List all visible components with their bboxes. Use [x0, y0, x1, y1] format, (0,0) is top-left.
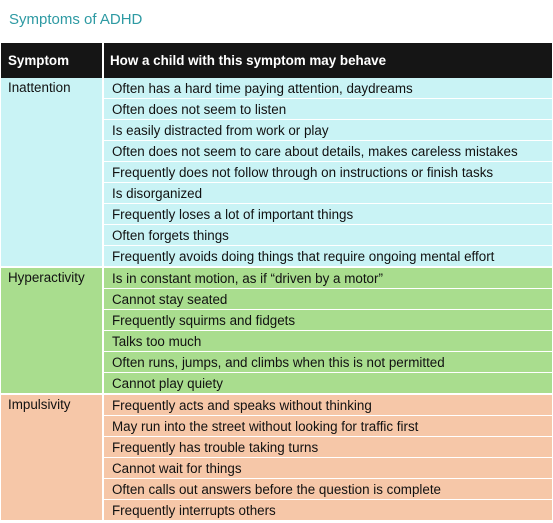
behavior-cell: Often forgets things — [103, 225, 552, 246]
behavior-cell: Often runs, jumps, and climbs when this is not permitted — [103, 352, 552, 373]
table-row — [1, 78, 552, 99]
behavior-cell: Frequently does not follow through on instructions or finish tasks — [103, 162, 552, 183]
behavior-cell: Cannot stay seated — [103, 289, 552, 310]
behavior-cell: Is disorganized — [103, 183, 552, 204]
behavior-cell: Frequently interrupts others — [103, 500, 552, 522]
behavior-cell: Talks too much — [103, 331, 552, 352]
behavior-cell: Frequently has trouble taking turns — [103, 437, 552, 458]
header-behavior: How a child with this symptom may behave — [103, 43, 552, 78]
behavior-cell: Frequently squirms and fidgets — [103, 310, 552, 331]
behavior-cell: Is easily distracted from work or play — [103, 120, 552, 141]
behavior-cell: Often does not seem to care about details, makes careless mistakes — [103, 141, 552, 162]
behavior-cell: Frequently loses a lot of important things — [103, 204, 552, 225]
symptoms-table — [1, 43, 552, 522]
behavior-cell: Often has a hard time paying attention, daydreams — [103, 78, 552, 99]
table-row — [1, 394, 552, 416]
behavior-cell: Often does not seem to listen — [103, 99, 552, 120]
behavior-cell: May run into the street without looking for traffic first — [103, 416, 552, 437]
behavior-cell: Often calls out answers before the question is complete — [103, 479, 552, 500]
symptom-impulsivity: Impulsivity — [1, 394, 103, 521]
symptom-hyperactivity: Hyperactivity — [1, 267, 103, 394]
behavior-cell: Cannot wait for things — [103, 458, 552, 479]
behavior-cell: Is in constant motion, as if “driven by a motor” — [103, 267, 552, 289]
behavior-cell: Frequently avoids doing things that require ongoing mental effort — [103, 246, 552, 268]
header-symptom: Symptom — [1, 43, 103, 78]
table-header-row — [1, 43, 552, 78]
behavior-cell: Cannot play quiety — [103, 373, 552, 395]
table-row — [1, 267, 552, 289]
symptom-inattention: Inattention — [1, 78, 103, 267]
behavior-cell: Frequently acts and speaks without thinking — [103, 394, 552, 416]
page-title: Symptoms of ADHD — [9, 11, 143, 28]
